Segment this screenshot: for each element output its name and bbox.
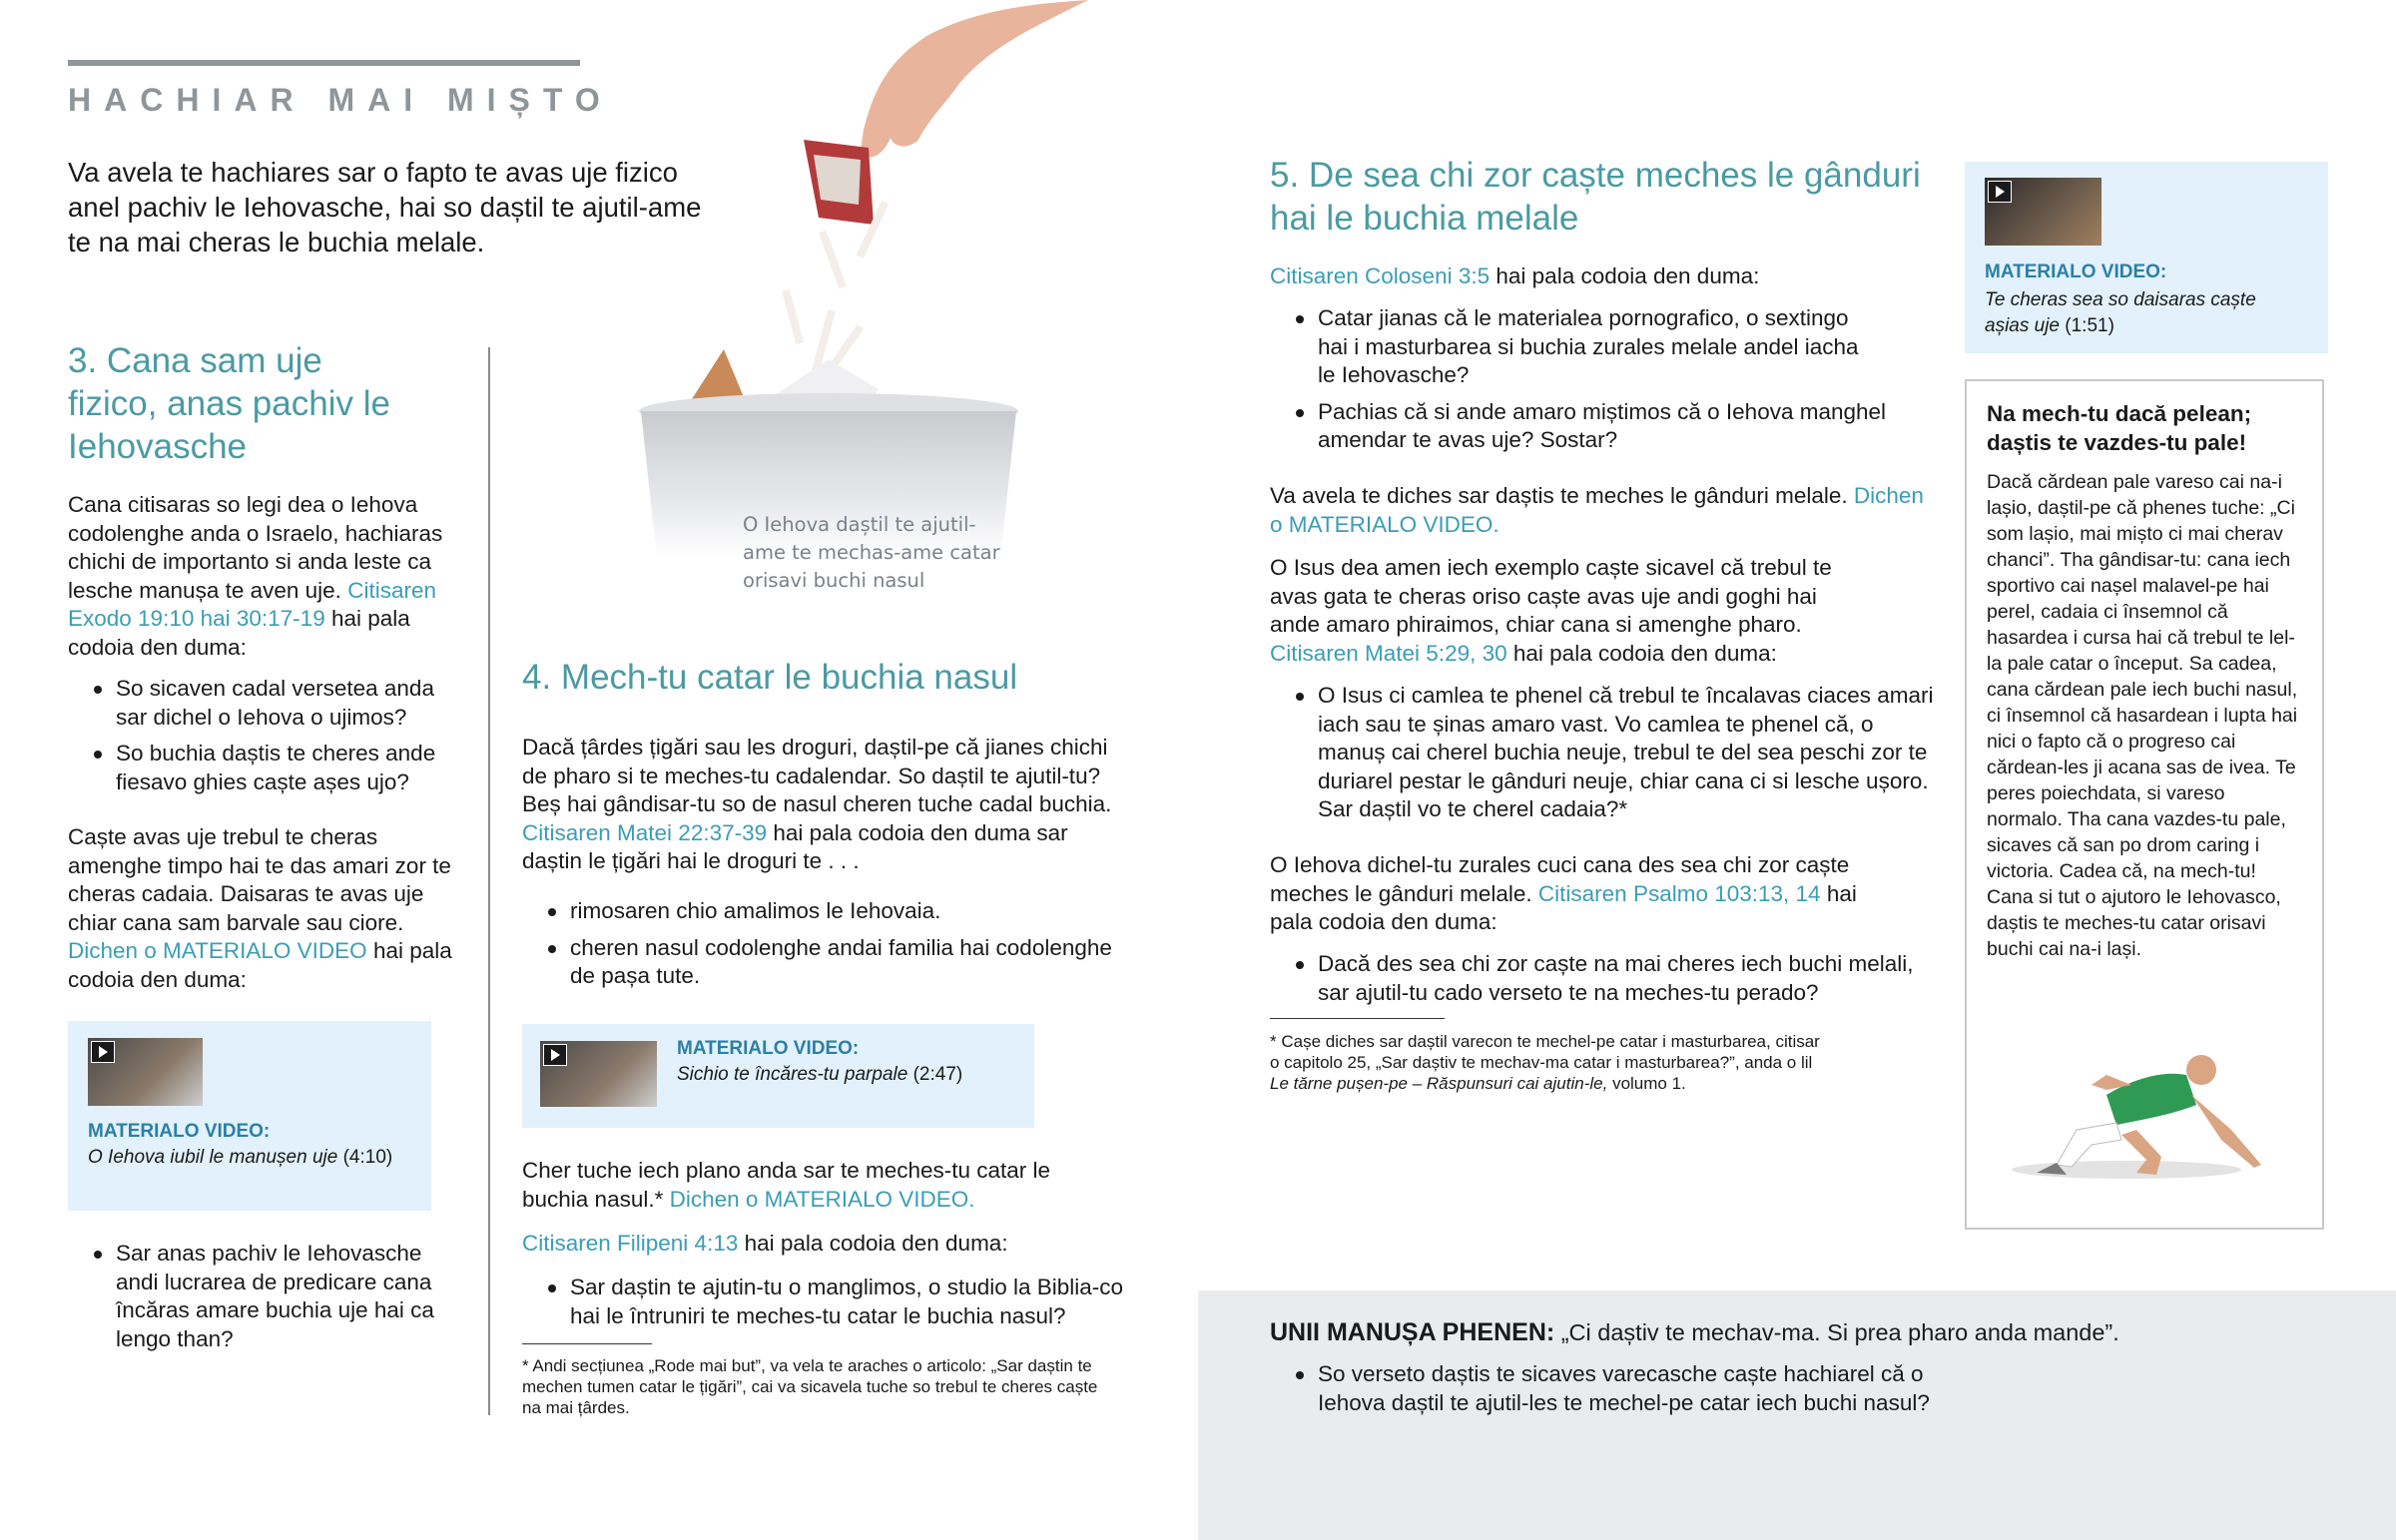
list-item: Dacă des sea chi zor caște na mai cheres iech buchi melali, sar ajutil-tu cado verseto te na meches-tu perado? (1270, 950, 1934, 1007)
section4-title: 4. Mech-tu catar le buchia nasul (522, 658, 1018, 697)
section3-title: 3. Cana sam uje fizico, anas pachiv le Iehovasche (68, 341, 390, 466)
runner-illustration (1997, 1035, 2286, 1185)
section5-video-link[interactable]: Dichen o MATERIALO VIDEO. (1270, 483, 1924, 537)
section3-video-link[interactable]: Dichen o MATERIALO VIDEO (68, 938, 367, 963)
side-video-box[interactable] (1965, 162, 2328, 353)
section3-video-box[interactable] (68, 1021, 431, 1211)
section5-scripture-link-3[interactable]: Citisaren Psalmo 103:13, 14 (1537, 880, 1821, 906)
section5-scripture-link-2[interactable]: Citisaren Matei 5:29, 30 (1270, 640, 1507, 666)
list-item: Pachias că si ande amaro miștimos că o Iehova manghel amendar te avas uje? Sostar? (1270, 398, 1919, 455)
section5-para4: O Iehova dichel-tu zurales cuci cana des sea chi zor caște meches le gânduri melale. Citisaren Psalmo 103:13, 14 hai pala codoia den duma: (1270, 852, 1857, 934)
page-header-title: HACHIAR MAI MIȘTO (68, 82, 613, 118)
sidebar-title: Na mech-tu dacă pelean; daștis te vazdes-tu pale! (1987, 401, 2252, 455)
section5-bullets (1270, 304, 1919, 463)
quote-label: UNII MANUȘA PHENEN: (1270, 1318, 1555, 1346)
section4-para1: Dacă țârdes țigări sau les droguri, daștil-pe că jianes chichi de pharo si te meches-tu cadalendar. So daștil te ajutil-tu? Beș hai gândisar-tu so de nasul cheren tuche cadal buchia. Citisaren Matei 22:37-39 hai pala codoia den duma sar daștin le țigări hai le droguri te . . . (522, 735, 1112, 873)
list-item: cheren nasul codolenghe andai familia hai codolenghe de pașa tute. (522, 934, 1131, 991)
quote-line (1270, 1317, 2368, 1347)
section5-para1: Citisaren Coloseni 3:5 hai pala codoia den duma: (1270, 263, 1760, 288)
video-title: O Iehova iubil le manușen uje (4:10) (88, 1147, 393, 1168)
list-item: Catar jianas că le materialea pornografico, o sextingo hai i masturbarea si buchia zurales melale andel iacha le Iehovasche? (1270, 304, 1877, 390)
section5-title: 5. De sea chi zor caște meches le gânduri hai le buchia melale (1270, 156, 1921, 238)
section5-para2: Va avela te diches sar daștis te meches le gânduri melale. Dichen o MATERIALO VIDEO. (1270, 483, 1924, 537)
bottom-quote-panel (1198, 1290, 2396, 1540)
section5-bullets3 (1270, 950, 1934, 1015)
section3-scripture-link[interactable]: Citisaren Exodo 19:10 hai 30:17-19 (68, 577, 436, 631)
footnote-rule (1270, 1018, 1445, 1019)
quote-text: „Ci daștiv te mechav-ma. Si prea pharo anda mande”. (1560, 1319, 2119, 1345)
encouragement-sidebar (1965, 379, 2324, 1230)
video-label: MATERIALO VIDEO: (88, 1121, 271, 1142)
section4-video-link[interactable]: Dichen o MATERIALO VIDEO. (669, 1186, 975, 1212)
section5-para3: O Isus dea amen iech exemplo caște sicavel că trebul te avas gata te cheras oriso caște avas uje andi goghi hai ande amaro phiraimos, chiar cana si amenghe pharo. Citisaren Matei 5:29, 30 hai pala codoia den duma: (1270, 555, 1832, 666)
list-item: Sar daștin te ajutin-tu o manglimos, o studio la Biblia-co hai le întruniri te meches-tu catar le buchia nasul? (522, 1274, 1136, 1330)
bottom-bullets (1270, 1360, 1989, 1425)
list-item: So buchia daștis te cheres ande fiesavo ghies caște așes ujo? (68, 740, 462, 796)
section4-bullets (522, 897, 1131, 999)
footnote-rule (522, 1343, 652, 1344)
intro-text: Va avela te hachiares sar o fapto te avas uje fizico anel pachiv le Iehovasche, hai so daștil te ajutil-ame te na mai cheras le buchia melale. (68, 157, 702, 257)
column-divider (488, 347, 490, 1415)
list-item: rimosaren chio amalimos le Iehovaia. (522, 897, 1131, 926)
video-thumbnail[interactable] (1985, 178, 2101, 246)
section3-para2: Caște avas uje trebul te cheras amenghe timpo hai te das amari zor te cheras cadaia. Daisaras te avas uje chiar cana sam barvale sau ciore. Dichen o MATERIALO VIDEO hai pala codoia den duma: (68, 824, 452, 992)
section4-video-box[interactable] (522, 1024, 1034, 1128)
section5-footnote: * Cașe diches sar daștil varecon te mechel-pe catar i masturbarea, citisar o capitolo 25, „Sar daștiv te mechav-ma catar i masturbarea?”, anda o lil Le tărne pușen-pe – Răspunsuri cai ajutin-le, volumo 1. (1270, 1032, 1820, 1093)
sidebar-text: Dacă cărdean pale vareso cai na-i lașio, daștil-pe că phenes tuche: „Ci som lașio, mai mișto ci mai cherav chanci”. Tha gândisar-tu: cana iech sportivo cai nașel malavel-pe hai perel, cadaia ci însemnol că hasardea i cursa hai că trebul te lel-la pale catar o început. Sa cadea, cana cărdean pale iech buchi nasul, ci însemnol că hasardean i lupta hai nici o fapto că o progreso cai cărdean-les ji acana sas de ivea. Te peres poiechdata, si vareso normalo. Tha cana vazdes-tu pale, sicaves că san po drom caring i victoria. Cadea că, na mech-tu! Cana si tut o ajutoro le Iehovasco, daștis te meches-tu catar orisavi buchi cai na-i lași. (1987, 471, 2298, 960)
list-item: Sar anas pachiv le Iehovasche andi lucrarea de predicare cana încăras amare buchia uje hai ca lengo than? (68, 1240, 462, 1353)
header-rule (68, 60, 580, 66)
trash-illustration (629, 0, 1098, 559)
video-title: Te cheras sea so daisaras caște așias uje (1:51) (1985, 289, 2256, 336)
list-item: So sicaven cadal versetea anda sar dichel o Iehova o ujimos? (68, 675, 462, 732)
video-label: MATERIALO VIDEO: (1985, 261, 2167, 282)
section4-para3: Citisaren Filipeni 4:13 hai pala codoia den duma: (522, 1231, 1008, 1256)
video-thumbnail[interactable] (88, 1038, 203, 1106)
section4-scripture-link[interactable]: Citisaren Matei 22:37-39 (522, 819, 768, 845)
section4-para2: Cher tuche iech plano anda sar te meches-tu catar le buchia nasul.* Dichen o MATERIALO VIDEO. (522, 1158, 1051, 1212)
play-icon (1988, 181, 2012, 203)
section3-bullets2 (68, 1240, 462, 1361)
section4-scripture-link-2[interactable]: Citisaren Filipeni 4:13 (522, 1231, 739, 1256)
section5-scripture-link[interactable]: Citisaren Coloseni 3:5 (1270, 263, 1491, 288)
section4-footnote: * Andi secțiunea „Rode mai but”, va vela te araches o articolo: „Sar daștin te mechen tumen catar le țigări”, cai va sicavela tuche so trebul te cheres caște na mai țârdes. (522, 1356, 1098, 1417)
image-caption: O Iehova daștil te ajutil-ame te mechas-ame catar orisavi buchi nasul (743, 513, 1000, 592)
section4-bullets2 (522, 1274, 1136, 1338)
list-item: O Isus ci camlea te phenel că trebul te încalavas ciaces amari iach sau te șinas amaro vast. Vo camlea te phenel că, o manuș cai cherel buchia neuje, trebul te del sea peschi zor te duriarel pestar le gânduri neuje, chiar cana ci si lesche ușoro. Sar daștil vo te cherel cadaia?* (1270, 682, 1934, 824)
video-label: MATERIALO VIDEO: (677, 1038, 860, 1059)
section3-bullets (68, 675, 462, 804)
play-icon (543, 1044, 567, 1066)
video-thumbnail[interactable] (540, 1041, 657, 1107)
video-title: Sichio te încăres-tu parpale (2:47) (677, 1064, 963, 1085)
section5-bullets2 (1270, 682, 1934, 832)
play-icon (91, 1041, 115, 1063)
section3-para1: Cana citisaras so legi dea o Iehova codolenghe anda o Israelo, hachiaras chichi de importanto si anda leste ca lesche manușa te aven uje. Citisaren Exodo 19:10 hai 30:17-19 hai pala codoia den duma: (68, 492, 443, 660)
list-item: So verseto daștis te sicaves varecasche caște hachiarel că o Iehova daștil te ajutil-les te mechel-pe catar iech buchi nasul? (1270, 1360, 1989, 1417)
